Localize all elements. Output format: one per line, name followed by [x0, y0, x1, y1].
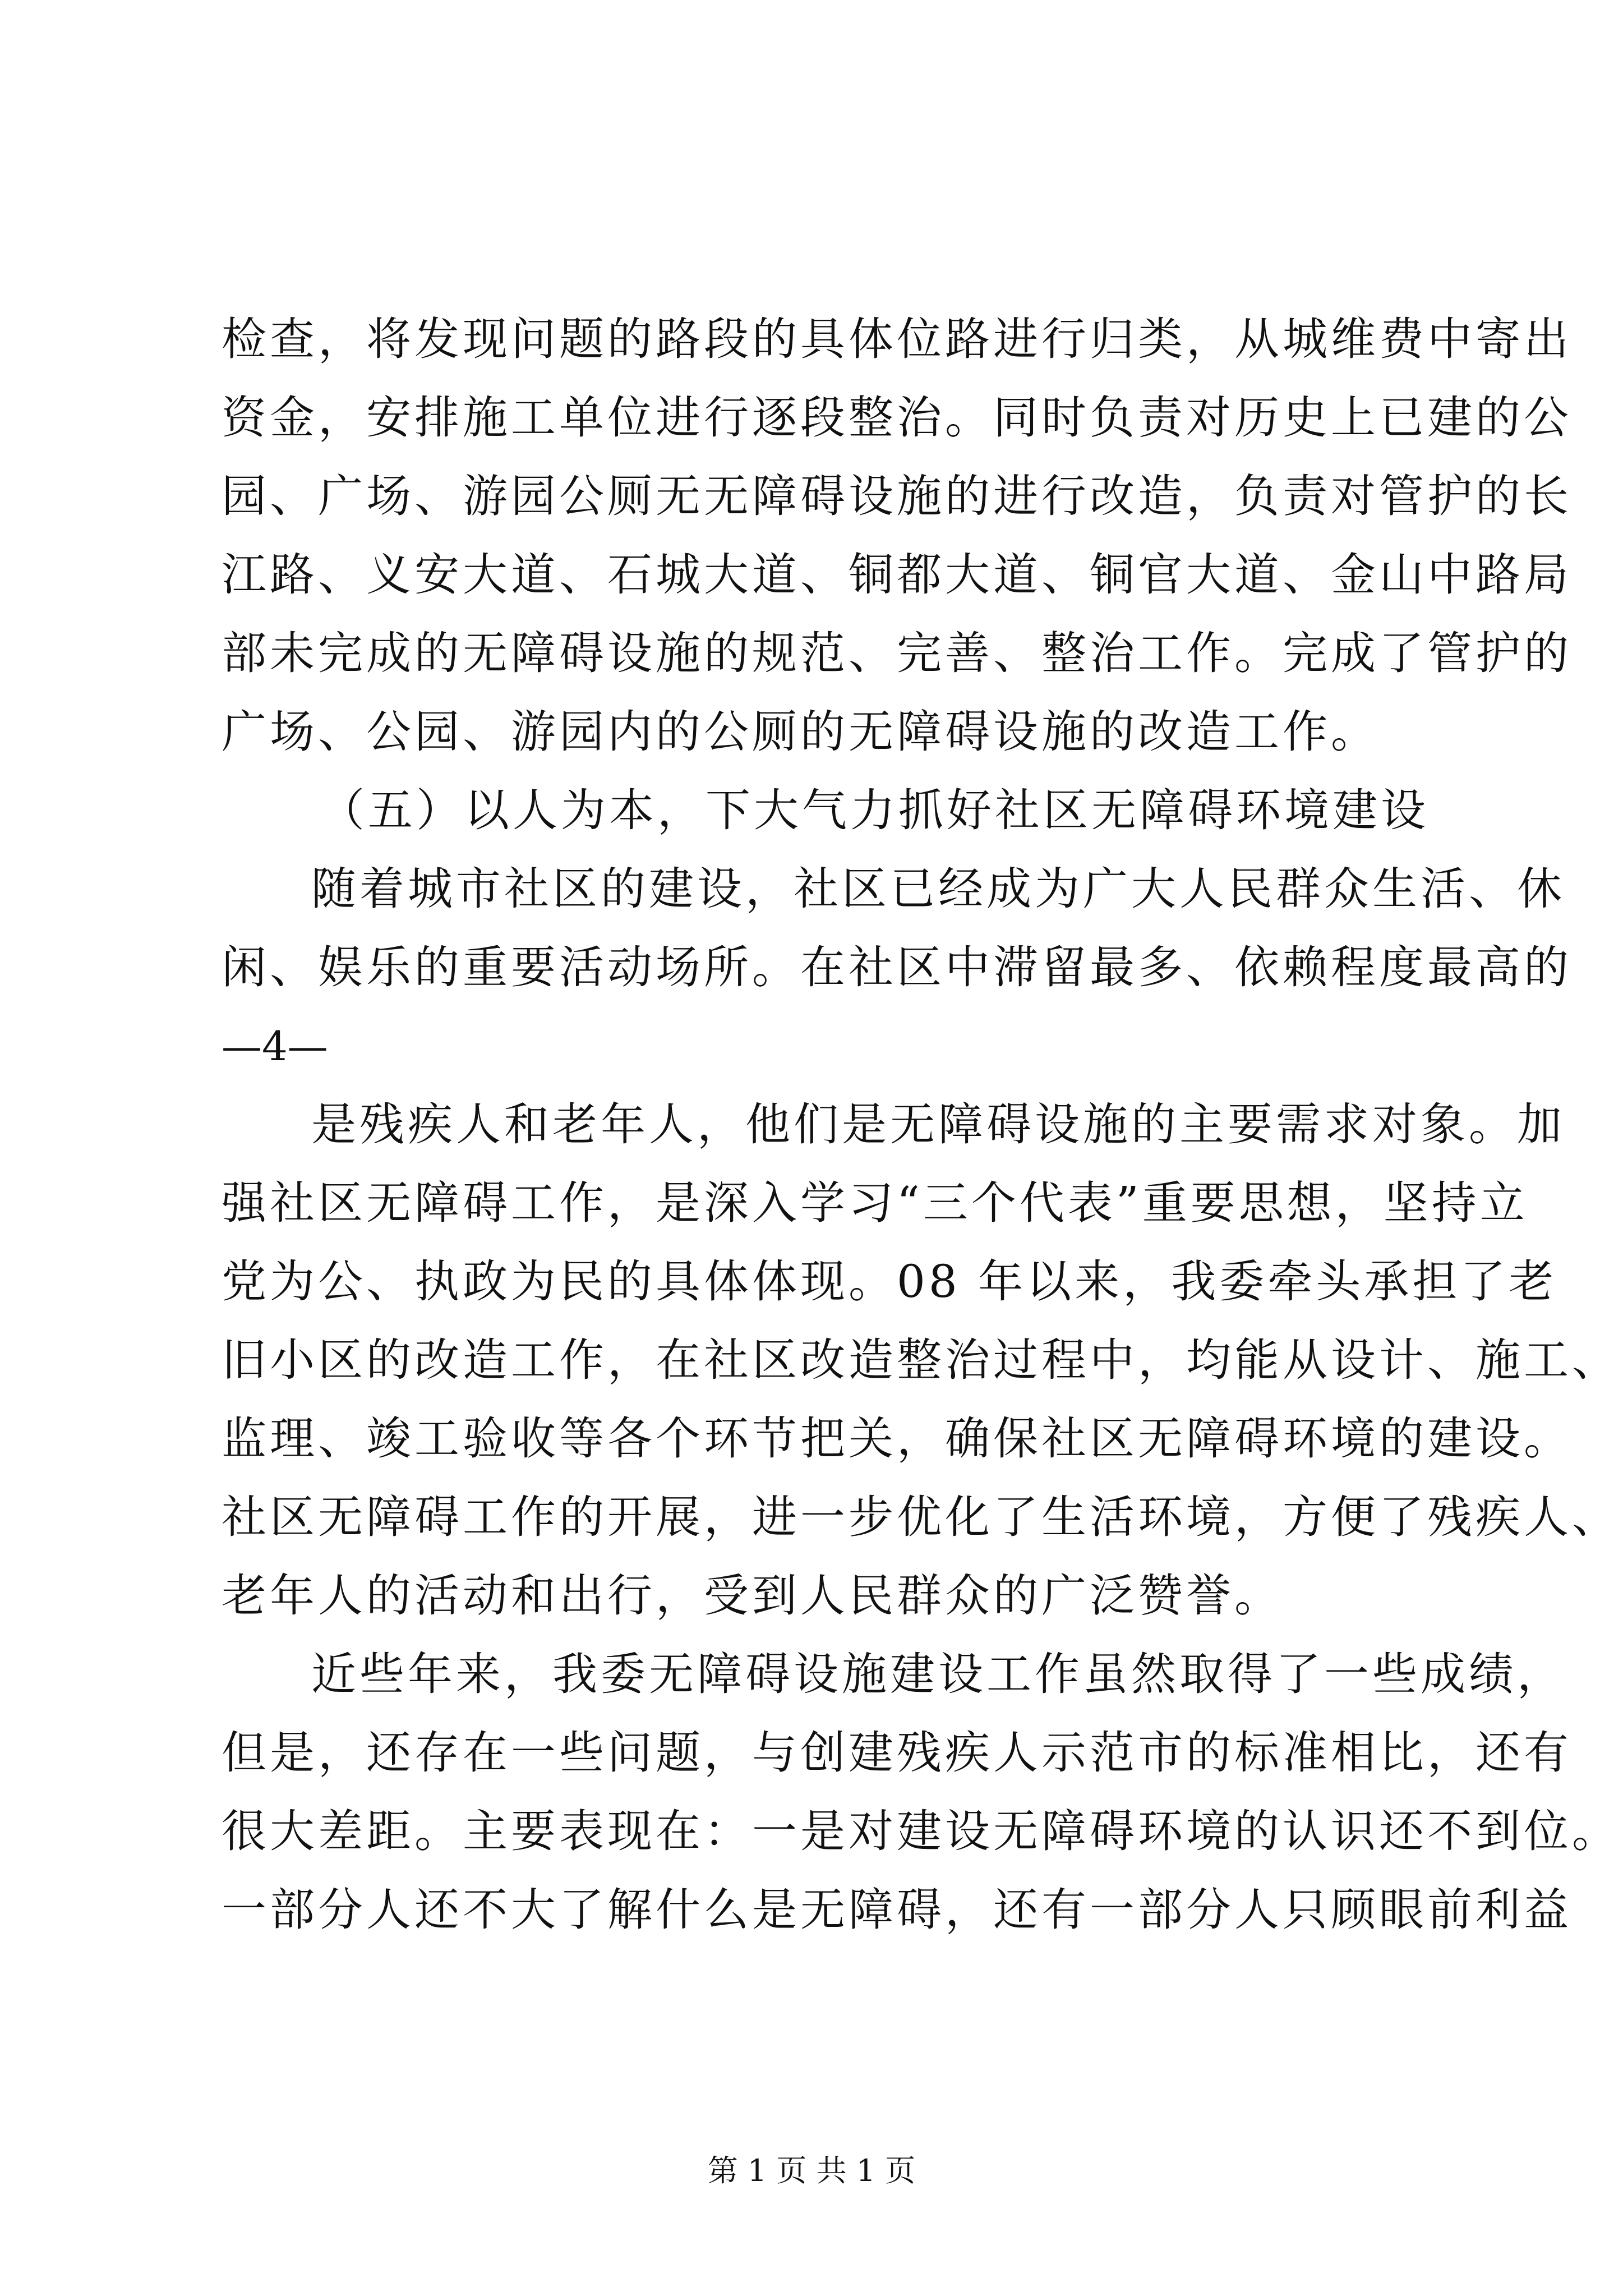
text-line: 资金，安排施工单位进行逐段整治。同时负责对历史上已建的公: [222, 392, 1572, 444]
text-line: 园、广场、游园公厕无无障碍设施的进行改造，负责对管护的长: [222, 470, 1572, 522]
page-footer: 第 1 页 共 1 页: [707, 2153, 916, 2188]
section-heading: （五）以人为本，下大气力抓好社区无障碍环境建设: [320, 784, 1429, 836]
document-body: [222, 300, 1620, 1949]
text-line: 旧小区的改造工作，在社区改造整治过程中，均能从设计、施工、: [222, 1334, 1620, 1386]
page-number-marker: —4—: [222, 1023, 328, 1070]
paragraph-first-line: 是残疾人和老年人，他们是无障碍设施的主要需求对象。加: [311, 1098, 1565, 1151]
paragraph-first-line: 随着城市社区的建设，社区已经成为广大人民群众生活、休: [311, 863, 1565, 915]
text-line: 检查，将发现问题的路段的具体位路进行归类，从城维费中寄出: [222, 313, 1572, 365]
text-line: 部未完成的无障碍设施的规范、完善、整治工作。完成了管护的: [222, 627, 1572, 679]
text-line: 老年人的活动和出行，受到人民群众的广泛赞誉。: [222, 1570, 1283, 1622]
text-line: 党为公、执政为民的具体体现。08 年以来，我委牵头承担了老: [222, 1255, 1557, 1308]
text-line: 强社区无障碍工作，是深入学习“三个代表”重要思想，坚持立: [222, 1177, 1528, 1229]
text-line: 一部分人还不大了解什么是无障碍，还有一部分人只顾眼前利益: [222, 1884, 1572, 1936]
paragraph-first-line: 近些年来，我委无障碍设施建设工作虽然取得了一些成绩，: [311, 1648, 1565, 1700]
text-line: 广场、公园、游园内的公厕的无障碍设施的改造工作。: [222, 706, 1379, 758]
text-line: 社区无障碍工作的开展，进一步优化了生活环境，方便了残疾人、: [222, 1491, 1620, 1543]
text-line: 监理、竣工验收等各个环节把关，确保社区无障碍环境的建设。: [222, 1412, 1572, 1465]
text-line: 江路、义安大道、石城大道、铜都大道、铜官大道、金山中路局: [222, 549, 1572, 601]
text-line: 但是，还存在一些问题，与创建残疾人示范市的标准相比，还有: [222, 1727, 1572, 1779]
text-line: 很大差距。主要表现在：一是对建设无障碍环境的认识还不到位。: [222, 1805, 1620, 1857]
text-line: 闲、娱乐的重要活动场所。在社区中滞留最多、依赖程度最高的: [222, 941, 1572, 993]
